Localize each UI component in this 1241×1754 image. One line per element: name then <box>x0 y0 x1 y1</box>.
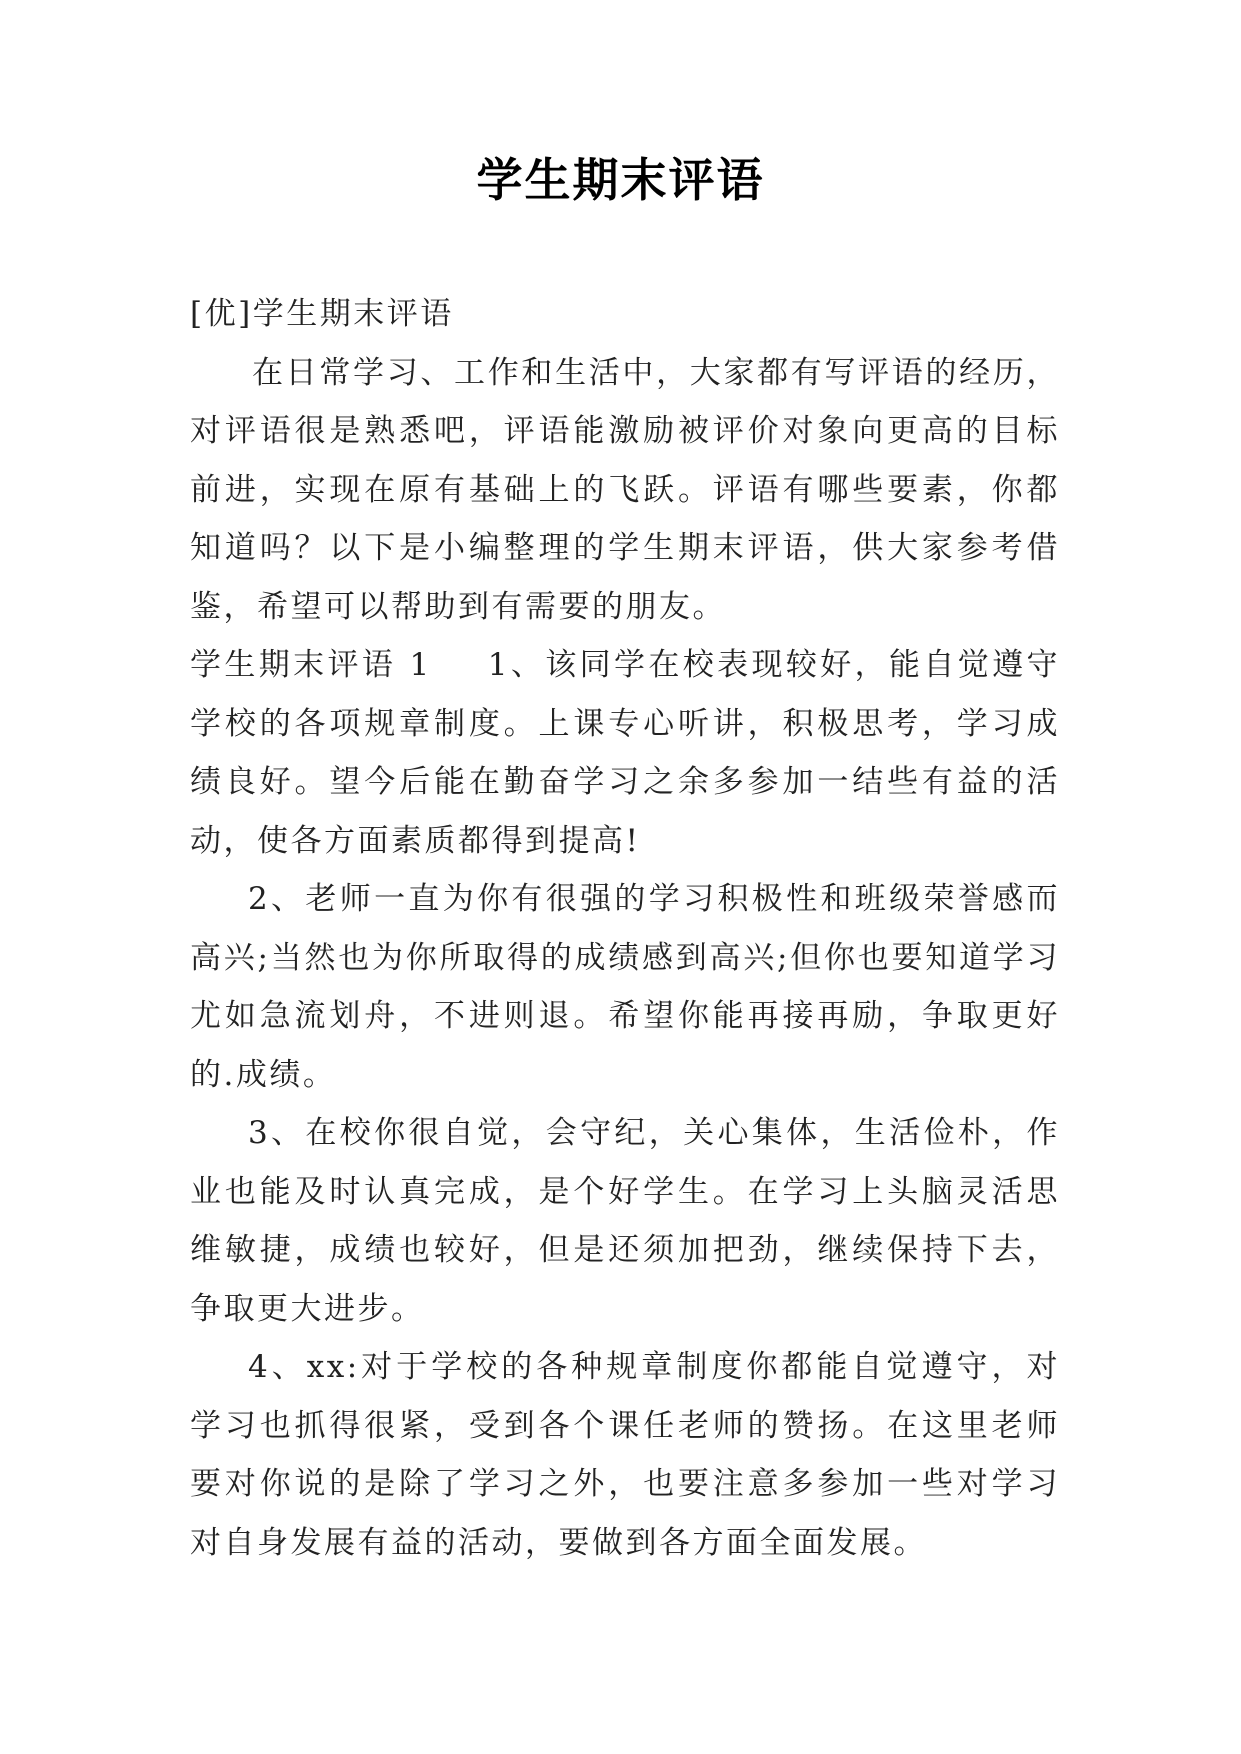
document-body <box>190 285 1060 1572</box>
comment-paragraph-4: 4、xx:对于学校的各种规章制度你都能自觉遵守，对学习也抓得很紧，受到各个课任老师的赞扬。在这里老师要对你说的是除了学习之外，也要注意多参加一些对学习对自身发展有益的活动，要做到各方面全面发展。 <box>190 1349 1060 1561</box>
section-heading: 学生期末评语 1 <box>190 647 432 683</box>
comment-paragraph-3: 3、在校你很自觉，会守纪，关心集体，生活俭朴，作业也能及时认真完成，是个好学生。在学习上头脑灵活思维敏捷，成绩也较好，但是还须加把劲，继续保持下去，争取更大进步。 <box>190 1115 1060 1327</box>
document-subtitle: [优]学生期末评语 <box>190 296 454 332</box>
intro-paragraph: 在日常学习、工作和生活中，大家都有写评语的经历，对评语很是熟悉吧，评语能激励被评价对象向更高的目标前进，实现在原有基础上的飞跃。评语有哪些要素，你都知道吗？以下是小编整理的学生期末评语，供大家参考借鉴，希望可以帮助到有需要的朋友。 <box>190 354 1060 625</box>
document-title: 学生期末评语 <box>476 153 765 207</box>
comment-paragraph-1 <box>190 636 1060 870</box>
comment-paragraph-2: 2、老师一直为你有很强的学习积极性和班级荣誉感而高兴;当然也为你所取得的成绩感到高兴;但你也要知道学习尤如急流划舟，不进则退。希望你能再接再励，争取更好的.成绩。 <box>190 881 1060 1093</box>
comment-item-1: 1、该同学在校表现较好，能自觉遵守学校的各项规章制度。上课专心听讲，积极思考，学习成绩良好。望今后能在勤奋学习之余多参加一结些有益的活动，使各方面素质都得到提高! <box>190 647 1060 859</box>
